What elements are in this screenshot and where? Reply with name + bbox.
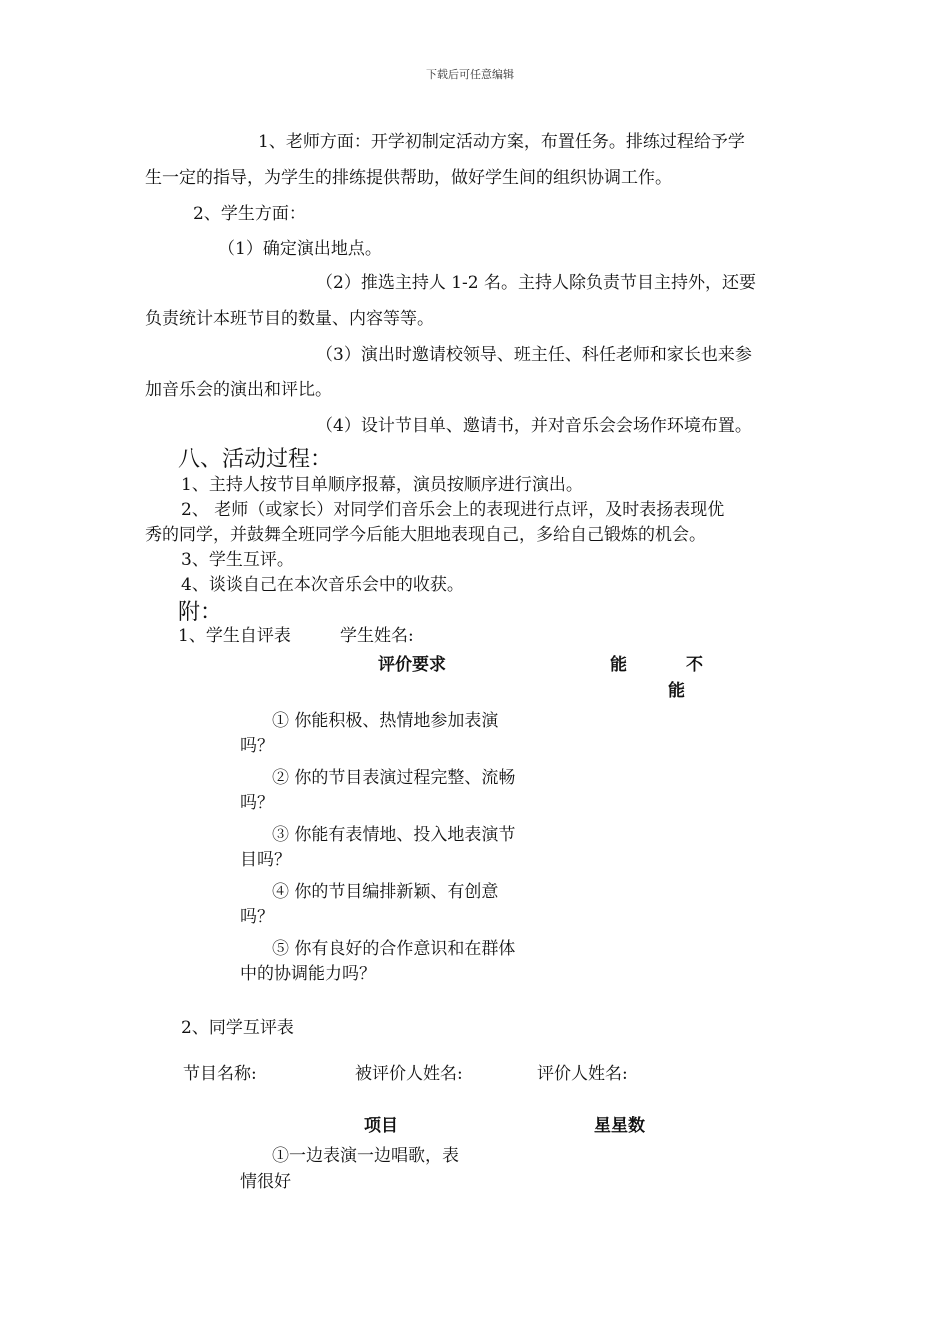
page-header: 下载后可任意编辑	[426, 68, 514, 81]
process-item-2-line1: 2、 老师（或家长）对同学们音乐会上的表现进行点评，及时表扬表现优	[181, 500, 725, 520]
self-table-row-2-line2: 吗？	[240, 793, 274, 813]
peer-eval-title: 2、同学互评表	[181, 1018, 294, 1038]
self-table-row-4-line2: 吗？	[240, 907, 274, 927]
self-table-row-4-line1: ④ 你的节目编排新颖、有创意	[272, 882, 499, 902]
peer-table-header-stars: 星星数	[594, 1116, 645, 1136]
process-item-1: 1、主持人按节目单顺序报幕，演员按顺序进行演出。	[181, 475, 583, 495]
self-table-header-yes: 能	[610, 655, 627, 675]
section-8-heading: 八、活动过程：	[178, 447, 333, 472]
peer-table-row-1-line2: 情很好	[240, 1172, 291, 1192]
self-table-row-5-line2: 中的协调能力吗？	[240, 964, 376, 984]
self-table-header-no-line2: 能	[668, 681, 685, 701]
self-eval-student-name-label: 学生姓名:	[340, 626, 414, 646]
self-table-row-1-line1: ① 你能积极、热情地参加表演	[272, 711, 499, 731]
student-item-3-line2: 加音乐会的演出和评比。	[145, 380, 332, 400]
process-item-3: 3、学生互评。	[181, 550, 294, 570]
self-table-row-1-line2: 吗？	[240, 736, 274, 756]
process-item-4: 4、谈谈自己在本次音乐会中的收获。	[181, 575, 464, 595]
self-table-header-no-line1: 不	[686, 655, 703, 675]
process-item-2-line2: 秀的同学，并鼓舞全班同学今后能大胆地表现自己，多给自己锻炼的机会。	[145, 525, 706, 545]
appendix-heading: 附：	[178, 600, 223, 625]
self-table-row-3-line2: 目吗？	[240, 850, 291, 870]
student-heading: 2、学生方面：	[193, 204, 306, 224]
self-table-row-2-line1: ② 你的节目表演过程完整、流畅	[272, 768, 516, 788]
peer-table-header-item: 项目	[364, 1116, 398, 1136]
peer-evaluator-name-label: 评价人姓名:	[537, 1064, 628, 1084]
self-eval-title: 1、学生自评表	[178, 626, 291, 646]
student-item-3-line1: （3）演出时邀请校领导、班主任、科任老师和家长也来参	[316, 345, 752, 365]
teacher-paragraph-line1: 1、老师方面：开学初制定活动方案，布置任务。排练过程给予学	[258, 132, 745, 152]
peer-evaluated-name-label: 被评价人姓名:	[355, 1064, 463, 1084]
student-item-2-line2: 负责统计本班节目的数量、内容等等。	[145, 309, 434, 329]
self-table-row-3-line1: ③ 你能有表情地、投入地表演节	[272, 825, 516, 845]
self-table-header-requirement: 评价要求	[378, 655, 446, 675]
self-table-row-5-line1: ⑤ 你有良好的合作意识和在群体	[272, 939, 516, 959]
teacher-paragraph-line2: 生一定的指导，为学生的排练提供帮助，做好学生间的组织协调工作。	[145, 168, 672, 188]
student-item-1: （1）确定演出地点。	[218, 239, 382, 259]
peer-program-name-label: 节目名称:	[183, 1064, 257, 1084]
student-item-4: （4）设计节目单、邀请书，并对音乐会会场作环境布置。	[316, 416, 752, 436]
student-item-2-line1: （2）推选主持人 1-2 名。主持人除负责节目主持外，还要	[316, 273, 756, 293]
peer-table-row-1-line1: ①一边表演一边唱歌，表	[272, 1146, 459, 1166]
